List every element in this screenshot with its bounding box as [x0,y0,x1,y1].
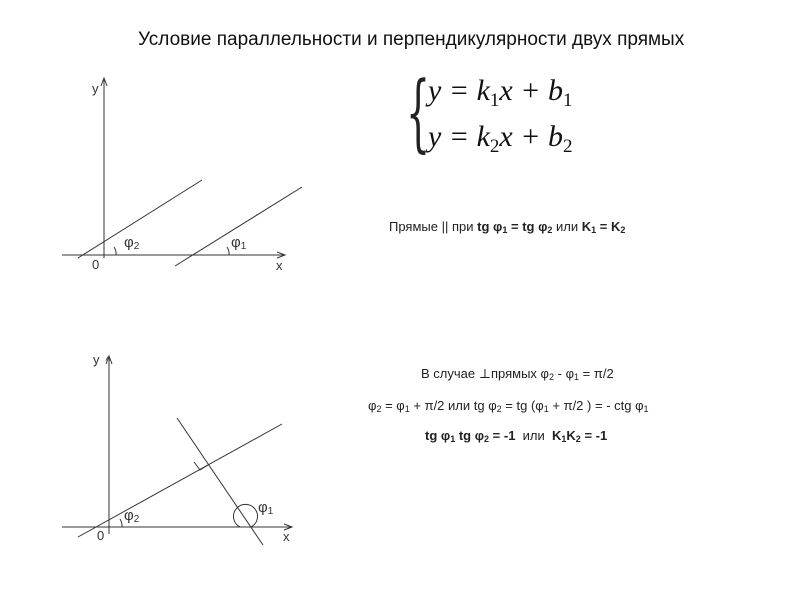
equation-system [400,63,600,161]
phi2-label-1: φ2 [124,234,140,252]
page-title: Условие параллельности и перпендикулярности двух прямых [138,29,685,50]
y-label-2: y ^ [93,352,111,367]
figure-perpendicular [62,352,292,545]
equation-2: $y = k_2x + b_2$ [428,120,573,157]
equation-1: $y = k_1x + b_1$ [428,74,573,111]
x-label-2: x [283,529,290,544]
angle-arc-phi2 [114,247,116,255]
x-label-1: x [276,258,283,273]
right-angle-mark [194,462,208,470]
phi2-label-2: φ2 [124,507,140,525]
perp-line-1: В случае ⊥прямых $\varphi_2 - \varphi_1 = \pi/2$ [421,366,614,382]
phi1-label-1: φ1 [231,234,247,252]
y-label-1: y [92,81,99,96]
parallel-line-1 [78,180,202,258]
perp-line-3: tg $\varphi_1$ tg $\varphi_2 = -1$ или $K_1K_2 = -1$ [425,428,608,444]
system-brace: { [406,63,431,161]
angle-arc-phi1-b [234,504,258,527]
origin-label-2: 0 [97,528,105,543]
phi1-label-2: φ1 [258,499,274,517]
figure-parallel [62,78,302,273]
perp-line-2: $\varphi_2 = \varphi_1 + \pi/2$ или tg $\varphi_2$ = tg ($\varphi_1 + \pi/2$ ) = - ctg $\varphi_1$ [368,398,649,414]
angle-arc-phi2-b [120,519,122,527]
line-phi1 [177,418,263,545]
parallel-condition: Прямые || при tg $\varphi_1$ = tg $\varphi_2$ или $K_1 = K_2$ [389,219,626,235]
angle-arc-phi1 [227,247,229,255]
origin-label-1: 0 [92,257,100,272]
